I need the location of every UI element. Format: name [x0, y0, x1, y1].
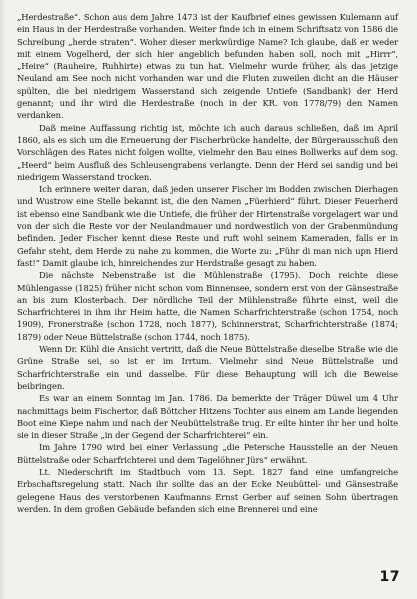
paragraph-dr-kuehl: Wenn Dr. Kühl die Ansicht vertritt, daß die Neue Büttelstraße dieselbe Straße wie die Grüne Straße sei, so ist er im Irrtum. Vielmehr sind Neue Büttelstraße und Scharfrichterstraße ein und dasselbe. Für diese Behauptung will ich die Beweise beibringen.: [17, 344, 398, 391]
paragraph-herdestrasse-origin: „Herdestraße“. Schon aus dem Jahre 1473 ist der Kaufbrief eines gewissen Kulemann auf ein Haus in der Herdestraße vorhanden. Weiter finde ich in einem Schriftsatz von 1586 die Schreibung „herde straten“. Woher dieser merkwürdige Name? Ich glaube, daß er weder mit einem Vogelherd, der sich hier angeblich befunden haben soll, noch mit „Hirrr“, „Heire“ (Rauheire, Ruhhirte) etwas zu tun hat. Vielmehr wurde früher, als das jetzige Neuland am See noch nicht vorhanden war und die Fluten zuweilen dicht an die Häuser spülten, die bei niedrigem Wasserstand sich zeigende Untiefe (Sandbank) der Herd genannt; und ihr wird die Herdestraße (noch in der KR. von 1778/79) den Namen verdanken.: [17, 12, 398, 121]
paragraph-verlassung-1790: Im Jahre 1790 wird bei einer Verlassung „die Petersche Hausstelle an der Neuen Büttelstraße oder Scharfrichterei und dem Tagelöhner Jürs“ erwähnt.: [17, 442, 398, 465]
paragraph-sonntag-1786: Es war an einem Sonntag im Jan. 1786. Da bemerkte der Träger Düwel um 4 Uhr nachmittags beim Fischertor, daß Böttcher Hitzens Tochter aus einem am Lande liegenden Boot eine Kiepe nahm und nach der Neubüttelstraße trug. Er eilte hinter ihr her und holte sie in dieser Straße „in der Gegend der Scharfrichterei“ ein.: [17, 393, 398, 441]
paragraph-muehlenstrasse: Die nächste Nebenstraße ist die Mühlenstraße (1795). Doch reichte diese Mühlengasse (1825) früher nicht schon vom Binnensee, sondern erst von der Gänsestraße an bis zum Klosterbach. Der nördliche Teil der Mühlenstraße führte einst, weil die Scharfrichterei in ihm ihr Heim hatte, die Namen Scharfrichterstraße (schon 1754, noch 1909), Fronerstraße (schon 1728, noch 1877), Schinnerstrat, Scharfrichterstraße (1874; 1879) oder Neue Büttelstraße (schon 1744, noch 1875).: [17, 270, 398, 342]
paragraph-fuerhierd: Ich erinnere weiter daran, daß jeden unserer Fischer im Bodden zwischen Dierhagen und Wustrow eine Stelle bekannt ist, die den Namen „Füerhierd“ führt. Dieser Feuerherd ist ebenso eine Sandbank wie die Untiefe, die früher der Hirtenstraße vorgelagert war und von der sich die Reste vor der Neulandmauer und nordwestlich von der Grabenmündung befinden. Jeder Fischer kennt diese Reste und ruft wohl seinem Kameraden, falls er in Gefahr steht, dem Herde zu nahe zu kommen, die Worte zu: „Führ di man nich upn Hierd fast!“ Damit glaube ich, hinreichendes zur Herdstraße gesagt zu haben.: [17, 184, 398, 268]
paragraph-stadtbuch-1827: Lt. Niederschrift im Stadtbuch vom 13. Sept. 1827 fand eine umfangreiche Erbschaftsregelung statt. Nach ihr sollte das an der Ecke Neubüttel- und Gänsestraße gelegene Haus des verstorbenen Kaufmanns Ernst Gerber auf seinen Sohn übertragen werden. In dem großen Gebäude befanden sich eine Brennerei und eine: [17, 466, 398, 514]
page-number: 17: [379, 568, 400, 585]
paragraph-fischerbruecke: Daß meine Auffassung richtig ist, möchte ich auch daraus schließen, daß im April 1860, als es sich um die Erneuerung der Fischerbrücke handelte, der Bürgerausschuß den Vorschlägen des Rates nicht folgen wollte, vielmehr den Bau eines Bollwerks auf dem sog. „Heerd“ beim Ausfluß des Schleusengrabens verlangte. Denn der Herd sei sandig und bei niedrigem Wasserstand trocken.: [17, 122, 398, 182]
